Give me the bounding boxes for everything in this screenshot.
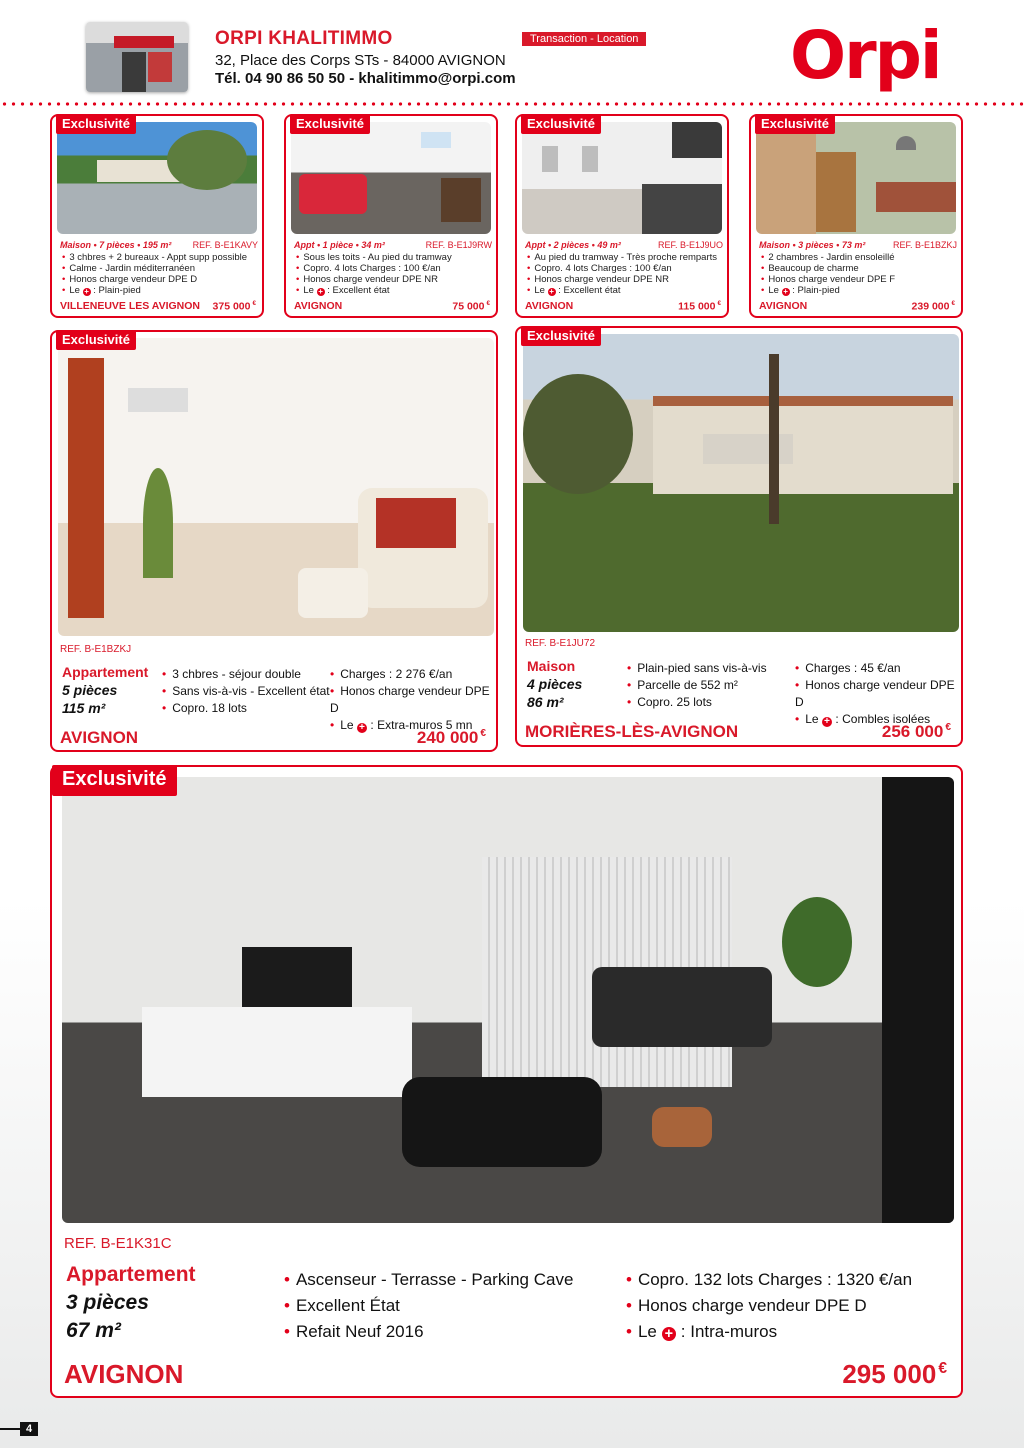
listing-feature: • Honos charge vendeur DPE D [795,677,961,711]
exclusivite-badge: Exclusivité [52,765,177,796]
listing-feature-plus: • Le + : Extra-muros 5 mn [330,717,496,734]
page-number-rule [0,1428,22,1430]
listing-photo-modern-living-room [62,777,954,1223]
listing-feature-plus: • Le + : Excellent état [296,285,452,296]
listing-feature-plus: • Le + : Combles isolées [795,711,961,728]
listing-feature: • Copro. 25 lots [627,694,767,711]
listing-area: 67 m² [66,1319,121,1342]
listing-city: VILLENEUVE LES AVIGNON [60,300,201,312]
page-number: 4 [20,1422,38,1436]
exclusivite-badge: Exclusivité [521,114,601,134]
agency-name: ORPI KHALITIMMO [215,28,393,49]
listing-ref: REF. B-E1BZKJ [60,644,132,655]
exclusivite-badge: Exclusivité [290,114,370,134]
plus-icon: + [662,1327,676,1341]
listing-summary: Maison • 3 pièces • 73 m² [759,240,866,250]
listing-price: 375 000 € [212,299,256,312]
transaction-location-tag: Transaction - Location [522,32,646,46]
listing-area: 86 m² [527,694,564,710]
listing-photo-attic-room [291,122,491,234]
listing-city: AVIGNON [759,300,808,312]
listing-feature: • Honos charge vendeur DPE D [62,274,247,285]
listing-ref: REF. B-E1K31C [64,1235,172,1252]
listing-card-1[interactable] [50,114,264,318]
exclusivite-badge: Exclusivité [521,326,601,346]
listing-card-house-4p[interactable] [515,326,963,747]
listing-ref: REF. B-E1KAVY [192,240,258,250]
exclusivite-badge: Exclusivité [56,330,136,350]
listing-card-3[interactable] [515,114,729,318]
listing-feature: • Copro. 4 lots Charges : 100 €/an [527,263,717,274]
listing-feature: • Parcelle de 552 m² [627,677,767,694]
listing-city: AVIGNON [60,728,139,747]
plus-icon: + [783,287,788,296]
plus-icon: + [84,287,89,296]
listing-photo-house-lawn [523,334,959,632]
listing-feature: • Sous les toits - Au pied du tramway [296,252,452,263]
listing-feature: • Honos charge vendeur DPE F [761,274,895,285]
plus-icon: + [549,287,554,296]
listing-feature-plus: • Le + : Plain-pied [62,285,247,296]
listing-feature: • Beaucoup de charme [761,263,895,274]
listing-summary: Appt • 1 pièce • 34 m² [294,240,385,250]
listing-feature: • Copro. 18 lots [162,700,330,717]
listing-city: AVIGNON [64,1359,184,1389]
listing-feature: • Copro. 132 lots Charges : 1320 €/an [626,1267,912,1293]
listing-rooms: 4 pièces [527,676,583,692]
listing-photo-rustic-kitchen [756,122,956,234]
listing-card-2[interactable] [284,114,498,318]
listing-city: MORIÈRES-LÈS-AVIGNON [525,722,739,741]
listing-card-apartment-5p[interactable] [50,330,498,752]
listing-feature: • Copro. 4 lots Charges : 100 €/an [296,263,452,274]
exclusivite-badge: Exclusivité [755,114,835,134]
listing-price: 295 000 € [842,1359,947,1389]
listing-feature: • Excellent État [284,1293,573,1319]
listing-ref: REF. B-E1BZKJ [892,240,957,250]
listing-feature: • Sans vis-à-vis - Excellent état [162,683,330,700]
plus-icon: + [318,287,323,296]
listing-photo-kitchen [522,122,722,234]
listing-feature: • 2 chambres - Jardin ensoleillé [761,252,895,263]
listing-feature: • Charges : 45 €/an [795,660,961,677]
listing-card-4[interactable] [749,114,963,318]
agency-contact: Tél. 04 90 86 50 50 - khalitimmo@orpi.com [215,70,516,87]
plus-icon: + [822,717,832,727]
listing-ref: REF. B-E1J9UO [657,240,723,250]
listing-feature: • Calme - Jardin méditerranéen [62,263,247,274]
listing-feature: • Refait Neuf 2016 [284,1319,573,1345]
listing-ref: REF. B-E1JU72 [525,638,596,649]
dotted-divider [0,102,1024,106]
listing-feature: • Plain-pied sans vis-à-vis [627,660,767,677]
plus-icon: + [357,723,367,733]
listing-summary: Maison • 7 pièces • 195 m² [60,240,172,250]
listing-price: 240 000 € [416,728,486,747]
listing-type: Appartement [62,664,149,680]
listing-feature: • 3 chbres - séjour double [162,666,330,683]
agency-storefront-photo [86,22,188,92]
listing-ref: REF. B-E1J9RW [425,240,492,250]
listing-price: 75 000 € [452,299,490,312]
listing-feature: • Honos charge vendeur DPE D [626,1293,912,1319]
listing-photo-house-garden [57,122,257,234]
listing-card-apartment-3p[interactable] [50,765,963,1398]
listing-feature: • Au pied du tramway - Très proche remparts [527,252,717,263]
listing-feature: • Honos charge vendeur DPE NR [296,274,452,285]
listing-type: Maison [527,658,576,674]
listing-feature: • 3 chbres + 2 bureaux - Appt supp possible [62,252,247,263]
listing-feature-plus: • Le + : Excellent état [527,285,717,296]
listing-price: 239 000 € [911,299,955,312]
orpi-logo[interactable]: Orpi [790,17,941,94]
listing-area: 115 m² [62,700,106,716]
listing-price: 256 000 € [881,722,951,741]
listing-photo-living-room [58,338,494,636]
listing-feature: • Ascenseur - Terrasse - Parking Cave [284,1267,573,1293]
listing-rooms: 3 pièces [66,1291,149,1314]
listing-feature: • Honos charge vendeur DPE NR [527,274,717,285]
listing-feature: • Honos charge vendeur DPE D [330,683,496,717]
listing-price: 115 000 € [678,299,721,312]
listing-type: Appartement [66,1263,196,1286]
listing-feature: • Charges : 2 276 €/an [330,666,496,683]
exclusivite-badge: Exclusivité [56,114,136,134]
listing-city: AVIGNON [294,300,343,312]
listing-summary: Appt • 2 pièces • 49 m² [525,240,621,250]
listing-feature-plus: • Le + : Plain-pied [761,285,895,296]
listing-city: AVIGNON [525,300,574,312]
listing-rooms: 5 pièces [62,682,118,698]
listing-feature-plus: • Le + : Intra-muros [626,1319,912,1345]
agency-address: 32, Place des Corps STs - 84000 AVIGNON [215,52,506,69]
